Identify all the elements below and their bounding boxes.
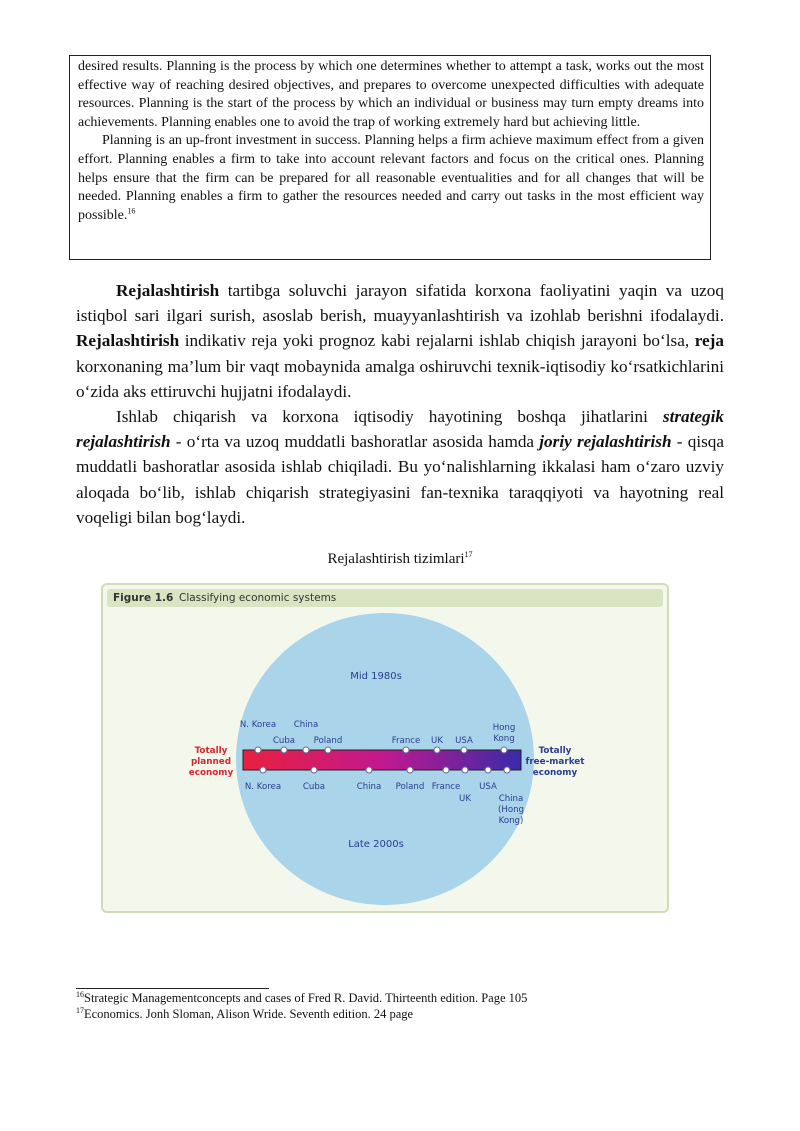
marker-top-china (303, 747, 309, 753)
bottom-label-cuba: Cuba (302, 782, 326, 792)
marker-bottom-poland (407, 767, 413, 773)
body-p1-text-3: korxonaning ma’lum bir vaqt mobaynida amalga oshiruvchi texnik-iqtisodiy ko‘rsatkichlarini o‘zida aks ettiruvchi hujjatni ifodalaydi. (76, 356, 724, 401)
marker-bottom-nkorea (260, 767, 266, 773)
bottom-label-poland: Poland (395, 782, 425, 792)
top-label-uk: UK (431, 736, 443, 746)
body-p1-text-1: tartibga soluvchi jarayon sifatida korxona faoliyatini yaqin va uzoq istiqbol sari ilgari surish, asoslab berish, muayyanlashtirish va izohlab berishni ifodalaydi. (76, 281, 724, 326)
footnote-17 (76, 1007, 736, 1023)
figure-caption (0, 551, 800, 568)
footnote-ref-17: 17 (464, 550, 473, 559)
body-p2-text-2: - o‘rta va uzoq muddatli bashoratlar asosida hamda (170, 432, 540, 452)
footnote-ref-16: 16 (127, 206, 136, 216)
right-end-label-2: free-market (525, 757, 585, 767)
top-label-china: China (293, 720, 319, 730)
bottom-period-label: Late 2000s (348, 839, 404, 850)
footnote-16-number: 16 (76, 989, 84, 999)
marker-bottom-france (443, 767, 449, 773)
quoted-text-box (69, 55, 711, 260)
economic-systems-diagram (103, 585, 667, 911)
footnote-divider (76, 988, 269, 989)
marker-top-cuba (281, 747, 287, 753)
bottom-label-france: France (431, 782, 461, 792)
marker-top-france (403, 747, 409, 753)
quote-paragraph-1: desired results. Planning is the process by which one determines whether to attempt a task, works out the most effective way of reaching desired objectives, and prepares to overcome unexpected difficulties with adequate resources. Planning is the start of the process by which an individual or business may turn empty dreams into achievements. Planning enables one to avoid the trap of working extremely hard but achieving little. (78, 59, 704, 130)
body-paragraph-1 (76, 278, 724, 404)
body-paragraph-2 (76, 404, 724, 530)
term-strategik-rejalashtirish: strategik rejalashtirish (76, 407, 724, 452)
marker-top-nkorea (255, 747, 261, 753)
right-end-label-1: Totally (538, 746, 572, 756)
figure-label: Figure 1.6 (113, 592, 174, 604)
body-p2-text-3: - qisqa muddatli bashoratlar asosida ishlab chiqiladi. Bu yo‘nalishlarning ikkalasi ham o‘zaro uzviy aloqada bo‘lib, ishlab chiqarish strategiyasini fan-texnika taraqqiyoti va hayotning real voqeligi bilan bog‘laydi. (76, 432, 725, 527)
footnote-16 (76, 991, 736, 1007)
marker-top-usa (461, 747, 467, 753)
footnote-17-number: 17 (76, 1005, 84, 1015)
quote-paragraph-2-text: Planning is an up-front investment in success. Planning helps a firm achieve maximum effect from a given effort. Planning enables a firm to take into account relevant factors and focus on the critical ones. Planning helps ensure that the firm can be prepared for all reasonable eventualities and for all changes that will be needed. Planning enables a firm to gather the resources needed and carry out tasks in the most efficient way possible. (78, 133, 704, 223)
right-end-label-3: economy (532, 768, 578, 778)
footnote-16-text: Strategic Managementconcepts and cases of Fred R. David. Thirteenth edition. Page 105 (84, 991, 528, 1005)
bottom-label-china: China (356, 782, 382, 792)
term-rejalashtirish: Rejalashtirish (116, 281, 220, 300)
marker-top-hongkong (501, 747, 507, 753)
top-label-usa: USA (455, 736, 473, 746)
bottom-label-kong: Kong) (498, 816, 524, 826)
bottom-label-uk: UK (459, 794, 471, 804)
marker-top-uk (434, 747, 440, 753)
figure-economic-systems (101, 583, 669, 913)
left-end-label-1: Totally (194, 746, 228, 756)
body-p1-text-2: indikativ reja yoki prognoz kabi rejalarni ishlab chiqish jarayoni bo‘lsa, (179, 331, 695, 351)
term-reja: reja (694, 331, 724, 351)
marker-bottom-china (366, 767, 372, 773)
marker-bottom-cuba (311, 767, 317, 773)
top-period-label: Mid 1980s (350, 671, 402, 682)
left-end-label-2: planned (190, 757, 232, 767)
top-label-cuba: Cuba (272, 736, 296, 746)
top-label-poland: Poland (313, 736, 343, 746)
bottom-label-nkorea: N. Korea (244, 782, 282, 792)
main-body-text (76, 278, 724, 530)
term-joriy-rejalashtirish: joriy rejalashtirish (539, 432, 672, 452)
caption-text: Rejalashtirish tizimlari (327, 551, 465, 567)
marker-top-poland (325, 747, 331, 753)
footnotes (76, 991, 736, 1022)
bottom-label-usa: USA (479, 782, 497, 792)
marker-bottom-usa (485, 767, 491, 773)
top-label-nkorea: N. Korea (239, 720, 277, 730)
bottom-label-hong: (Hong (498, 805, 524, 815)
term-rejalashtirish-2: Rejalashtirish (76, 331, 180, 351)
footnote-17-text: Economics. Jonh Sloman, Alison Wride. Seventh edition. 24 page (84, 1006, 414, 1021)
figure-title: Classifying economic systems (179, 592, 337, 604)
bottom-label-china-2: China (498, 794, 524, 804)
body-p2-text-1: Ishlab chiqarish va korxona iqtisodiy hayotining boshqa jihatlarini (116, 407, 663, 427)
quote-paragraph-2 (78, 132, 704, 225)
marker-bottom-uk (462, 767, 468, 773)
left-end-label-3: economy (188, 768, 234, 778)
top-label-france: France (391, 736, 421, 746)
marker-bottom-hongkong (504, 767, 510, 773)
top-label-kong: Kong (493, 734, 515, 744)
top-label-hong: Hong (492, 723, 516, 733)
